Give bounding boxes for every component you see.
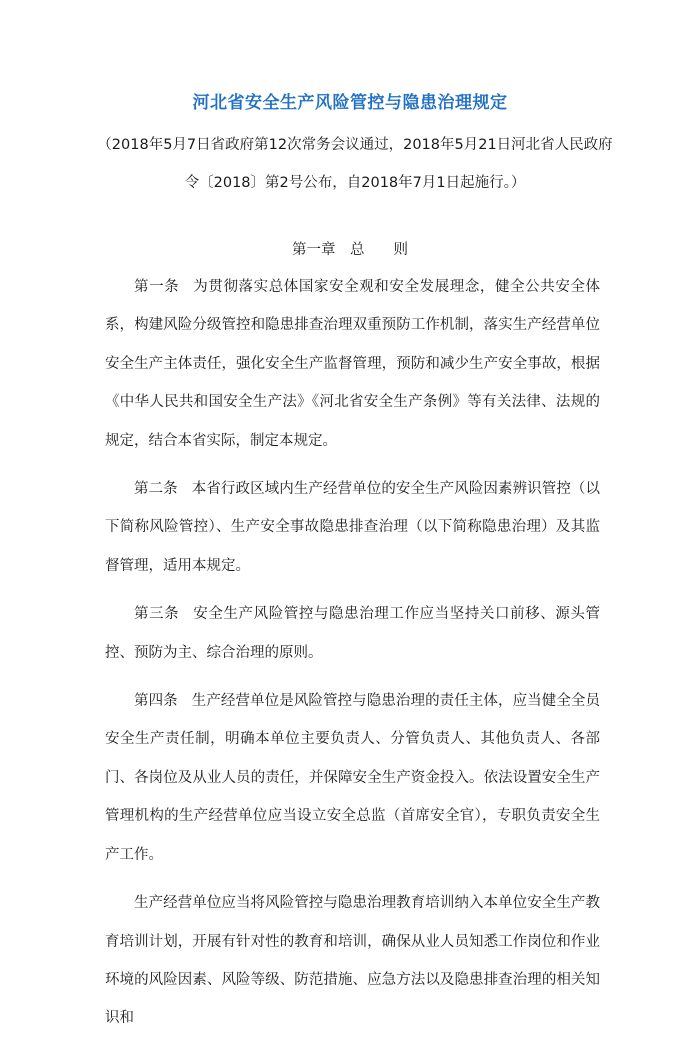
article-number: 第一条 [134,279,180,295]
document-body [105,268,600,1048]
article-number: 第四条 [134,693,178,710]
chapter-heading: 第一章 总 则 [292,242,408,258]
article-text: 安全生产风险管控与隐患治理工作应当坚持关口前移、源头管控、预防为主、综合治理的原则。 [105,606,601,661]
article-paragraph [105,268,600,460]
article-text: 本省行政区域内生产经营单位的安全生产风险因素辨识管控（以下简称风险管控）、生产安全事故隐患排查治理（以下简称隐患治理）及其监督管理，适用本规定。 [105,481,600,574]
article-number: 第三条 [134,606,180,623]
article-text: 为贯彻落实总体国家安全观和安全发展理念，健全公共安全体系，构建风险分级管控和隐患排查治理双重预防工作机制，落实生产经营单位安全生产主体责任，强化安全生产监督管理，预防和减少生产安全事故，根据《中华人民共和国安全生产法》《河北省安全生产条例》等有关法律、法规的规定，结合本省实际，制定本规定。 [105,279,601,449]
document-title: 河北省安全生产风险管控与隐患治理规定 [192,93,508,113]
article-paragraph [105,595,600,672]
adoption-note: （2018年5月7日省政府第12次常务会议通过，2018年5月21日河北省人民政府令〔2018〕第2号公布，自2018年7月1日起施行。） [97,137,613,191]
continuation-paragraph: 生产经营单位应当将风险管控与隐患治理教育培训纳入本单位安全生产教育培训计划，开展有针对性的教育和培训，确保从业人员知悉工作岗位和作业环境的风险因素、风险等级、防范措施、应急方法以及隐患排查治理的相关知识和 [105,895,600,1027]
article-paragraph [105,470,600,585]
article-number: 第二条 [134,481,178,498]
article-text: 生产经营单位是风险管控与隐患治理的责任主体，应当健全全员安全生产责任制，明确本单位主要负责人、分管负责人、其他负责人、各部门、各岗位及从业人员的责任，并保障安全生产资金投入。依法设置安全生产管理机构的生产经营单位应当设立安全总监（首席安全官），专职负责安全生产工作。 [105,693,600,863]
article-paragraph [105,682,600,874]
